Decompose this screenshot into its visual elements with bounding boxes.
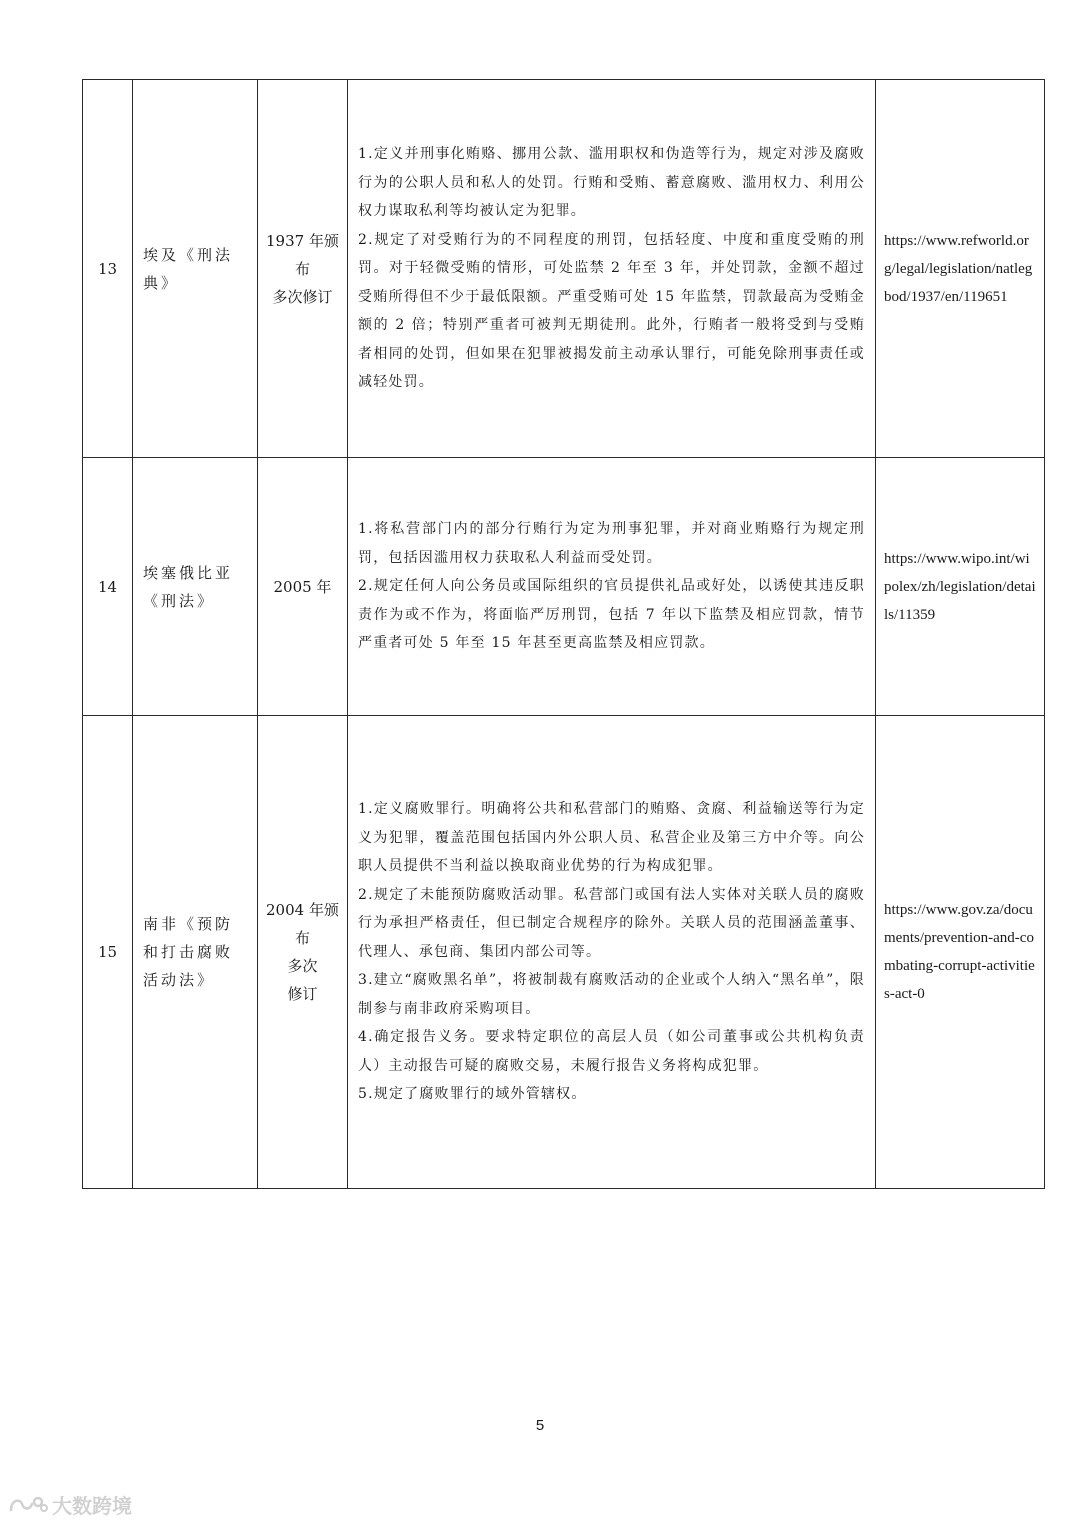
row-number: 13 bbox=[83, 80, 133, 458]
content-paragraph: 2.规定了未能预防腐败活动罪。私营部门或国有法人实体对关联人员的腐败行为承担严格责任，但已制定合规程序的除外。关联人员的范围涵盖董事、代理人、承包商、集团内部公司等。 bbox=[358, 886, 865, 960]
content-paragraph: 2.规定了对受贿行为的不同程度的刑罚，包括轻度、中度和重度受贿的刑罚。对于轻微受贿的情形，可处监禁 2 年至 3 年，并处罚款，金额不超过受贿所得但不少于最低限额。严重受贿可处 15 年监禁，罚款最高为受贿金额的 2 倍；特别严重者可被判无期徒刑。此外，行贿者一般将受到与受贿者相同的处罚，但如果在犯罪被揭发前主动承认罪行，可能免除刑事责任或减轻处罚。 bbox=[358, 231, 865, 391]
date-line: 2005 年 bbox=[273, 577, 332, 596]
date-line: 多次修订 bbox=[272, 287, 333, 306]
source-link[interactable]: https://www.wipo.int/wipolex/zh/legislation/details/11359 bbox=[876, 458, 1045, 716]
source-link[interactable]: https://www.refworld.org/legal/legislation/natlegbod/1937/en/119651 bbox=[876, 80, 1045, 458]
date-line: 布 bbox=[294, 259, 310, 278]
content-paragraph: 1.定义并刑事化贿赂、挪用公款、滥用职权和伪造等行为，规定对涉及腐败行为的公职人员和私人的处罚。行贿和受贿、蓄意腐败、滥用权力、利用公权力谋取私利等均被认定为犯罪。 bbox=[358, 146, 865, 220]
content-paragraph: 2.规定任何人向公务员或国际组织的官员提供礼品或好处，以诱使其违反职责作为或不作为，将面临严厉刑罚，包括 7 年以下监禁及相应罚款，情节严重者可处 5 年至 15 年甚至更高监禁及相应罚款。 bbox=[358, 578, 865, 652]
table-row bbox=[83, 716, 1045, 1189]
row-number: 15 bbox=[83, 716, 133, 1189]
law-name: 南非《预防和打击腐败活动法》 bbox=[133, 716, 258, 1189]
date-line: 1937 年颁 bbox=[266, 231, 339, 250]
law-content bbox=[348, 458, 876, 716]
content-paragraph: 1.定义腐败罪行。明确将公共和私营部门的贿赂、贪腐、利益输送等行为定义为犯罪，覆盖范围包括国内外公职人员、私营企业及第三方中介等。向公职人员提供不当利益以换取商业优势的行为构成犯罪。 bbox=[358, 801, 865, 875]
law-content bbox=[348, 716, 876, 1189]
watermark-text: 大数跨境 bbox=[52, 1494, 132, 1518]
brand-logo-icon bbox=[8, 1494, 48, 1516]
content-paragraph: 3.建立“腐败黑名单”，将被制裁有腐败活动的企业或个人纳入“黑名单”，限制参与南非政府采购项目。 bbox=[358, 972, 865, 1017]
content-paragraph: 4.确定报告义务。要求特定职位的高层人员（如公司董事或公共机构负责人）主动报告可疑的腐败交易，未履行报告义务将构成犯罪。 bbox=[358, 1029, 865, 1074]
watermark bbox=[8, 1490, 132, 1519]
date-line: 修订 bbox=[287, 985, 318, 1003]
content-paragraph: 1.将私营部门内的部分行贿行为定为刑事犯罪，并对商业贿赂行为规定刑罚，包括因滥用权力获取私人利益而受处罚。 bbox=[358, 521, 865, 566]
page-number: 5 bbox=[535, 1417, 545, 1434]
source-link[interactable]: https://www.gov.za/documents/prevention-and-combating-corrupt-activities-act-0 bbox=[876, 716, 1045, 1189]
table-row bbox=[83, 80, 1045, 458]
date-line: 多次 bbox=[287, 957, 318, 975]
law-name: 埃及《刑法典》 bbox=[133, 80, 258, 458]
law-name: 埃塞俄比亚《刑法》 bbox=[133, 458, 258, 716]
enactment-date bbox=[258, 458, 348, 716]
legislation-table bbox=[82, 79, 1045, 1189]
row-number: 14 bbox=[83, 458, 133, 716]
table-row bbox=[83, 458, 1045, 716]
date-line: 布 bbox=[294, 929, 310, 947]
enactment-date bbox=[258, 80, 348, 458]
law-content bbox=[348, 80, 876, 458]
content-paragraph: 5.规定了腐败罪行的域外管辖权。 bbox=[358, 1086, 587, 1103]
date-line: 2004 年颁 bbox=[266, 901, 339, 919]
enactment-date bbox=[258, 716, 348, 1189]
